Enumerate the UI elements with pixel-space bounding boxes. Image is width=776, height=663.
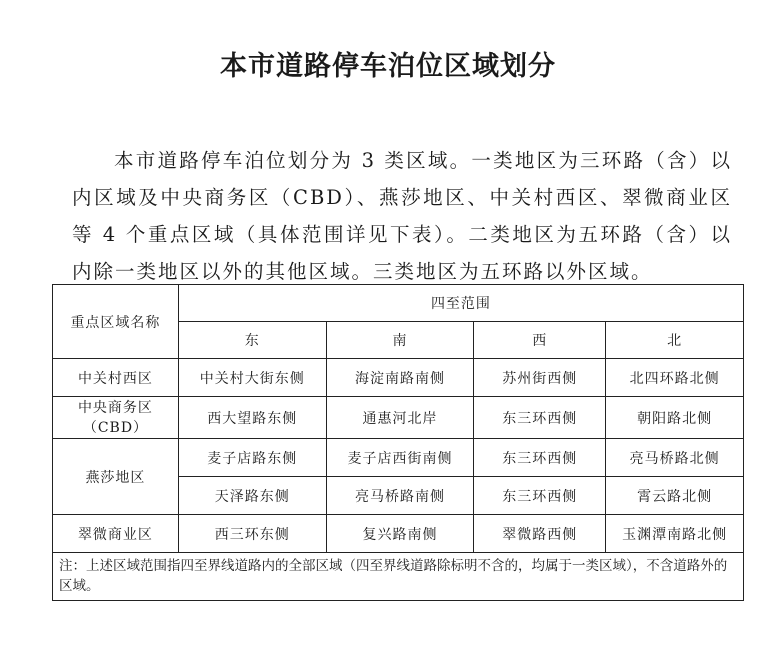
north-cell: 玉渊潭南路北侧 [606, 515, 744, 553]
north-cell: 亮马桥路北侧 [606, 439, 744, 477]
north-cell: 北四环路北侧 [606, 359, 744, 397]
south-cell: 亮马桥路南侧 [326, 477, 474, 515]
intro-paragraph: 本市道路停车泊位划分为 3 类区域。一类地区为三环路（含）以内区域及中央商务区（CBD）、燕莎地区、中关村西区、翠微商业区等 4 个重点区域（具体范围详见下表）。二类地区为五环路（含）以内除一类地区以外的其他区域。三类地区为五环路以外区域。 [72, 149, 732, 283]
table-row [53, 397, 744, 439]
area-name-cell: 燕莎地区 [53, 439, 179, 515]
east-cell: 中关村大街东侧 [178, 359, 326, 397]
header-north: 北 [606, 322, 744, 359]
header-west: 西 [474, 322, 606, 359]
area-name-cell: 中关村西区 [53, 359, 179, 397]
south-cell: 海淀南路南侧 [326, 359, 474, 397]
south-cell: 通惠河北岸 [326, 397, 474, 439]
header-east: 东 [178, 322, 326, 359]
east-cell: 西三环东侧 [178, 515, 326, 553]
table-row [53, 515, 744, 553]
zone-table [52, 284, 744, 601]
west-cell: 东三环西侧 [474, 439, 606, 477]
area-name-sub: （CBD） [82, 419, 149, 436]
north-cell: 朝阳路北侧 [606, 397, 744, 439]
document-title: 本市道路停车泊位区域划分 [220, 51, 556, 82]
area-name-cell: 翠微商业区 [53, 515, 179, 553]
south-cell: 复兴路南侧 [326, 515, 474, 553]
west-cell: 东三环西侧 [474, 397, 606, 439]
header-range: 四至范围 [178, 285, 743, 322]
south-cell: 麦子店西街南侧 [326, 439, 474, 477]
north-cell: 霄云路北侧 [606, 477, 744, 515]
west-cell: 苏州街西侧 [474, 359, 606, 397]
header-south: 南 [326, 322, 474, 359]
west-cell: 东三环西侧 [474, 477, 606, 515]
east-cell: 西大望路东侧 [178, 397, 326, 439]
header-area-name: 重点区域名称 [53, 285, 179, 359]
table-row [53, 439, 744, 477]
table-note: 注：上述区域范围指四至界线道路内的全部区域（四至界线道路除标明不含的，均属于一类区域），不含道路外的区域。 [53, 553, 744, 601]
west-cell: 翠微路西侧 [474, 515, 606, 553]
area-name-cell [53, 397, 179, 439]
table-header-row [53, 285, 744, 322]
east-cell: 麦子店路东侧 [178, 439, 326, 477]
table-row [53, 359, 744, 397]
area-name-main: 中央商务区 [77, 399, 153, 416]
table-note-row [53, 553, 744, 601]
east-cell: 天泽路东侧 [178, 477, 326, 515]
